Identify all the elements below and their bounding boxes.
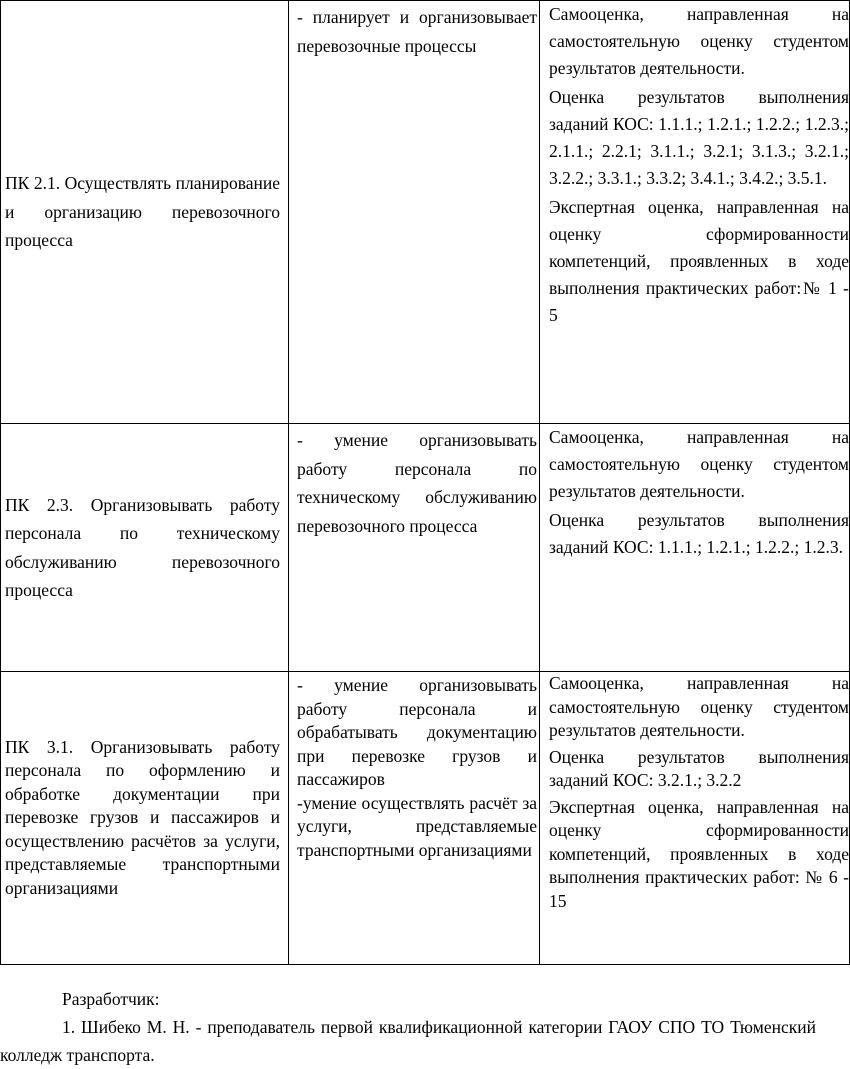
assessment-cell: [540, 1, 850, 424]
assessment-text: Экспертная оценка, направленная на оценку сформированности компетенций, проявленных в ходе выполнения практических работ:№ 1 - 5: [549, 197, 849, 325]
developer-label: Разработчик:: [62, 989, 160, 1009]
developer-section: [0, 985, 816, 1069]
competency-cell: [1, 424, 289, 672]
table-row: [1, 424, 850, 672]
assessment-text: Оценка результатов выполнения заданий КОС: 1.1.1.; 1.2.1.; 1.2.2.; 1.2.3.: [549, 510, 849, 557]
competency-cell: [1, 1, 289, 424]
skill-text: - умение организовывать работу персонала по техническому обслуживанию перевозочного процесса: [297, 430, 537, 536]
table-row: [1, 672, 850, 965]
competency-text: ПК 3.1. Организовывать работу персонала по оформлению и обработке документации при перевозке грузов и пассажиров и осуществлению расчётов за услуги, представляемые транспортными организациями: [5, 736, 280, 898]
competency-cell: [1, 672, 289, 965]
competency-text: ПК 2.1. Осуществлять планирование и организацию перевозочного процесса: [5, 173, 280, 251]
competency-text: ПК 2.3. Организовывать работу персонала по техническому обслуживанию перевозочного процесса: [5, 494, 280, 600]
skills-cell: [289, 424, 540, 672]
assessment-cell: [540, 672, 850, 965]
assessment-text: Самооценка, направленная на самостоятельную оценку студентом результатов деятельности.: [549, 4, 849, 78]
assessment-text: Оценка результатов выполнения заданий КОС: 3.2.1.; 3.2.2: [549, 746, 849, 790]
skill-text: -умение осуществлять расчёт за услуги, представляемые транспортными организациями: [297, 792, 537, 860]
skill-text: - планирует и организовывает перевозочные процессы: [297, 7, 537, 56]
skills-cell: [289, 1, 540, 424]
assessment-cell: [540, 424, 850, 672]
table-row: [1, 1, 850, 424]
skill-text: - умение организовывать работу персонала и обрабатывать документацию при перевозке грузов и пассажиров: [297, 675, 537, 789]
assessment-text: Самооценка, направленная на самостоятельную оценку студентом результатов деятельности.: [549, 673, 849, 740]
skills-cell: [289, 672, 540, 965]
assessment-text: Экспертная оценка, направленная на оценку сформированности компетенций, проявленных в ходе выполнения практических работ: № 6 - 15: [549, 796, 849, 911]
assessment-text: Оценка результатов выполнения заданий КОС: 1.1.1.; 1.2.1.; 1.2.2.; 1.2.3.; 2.1.1.; 2.2.1; 3.1.1.; 3.2.1; 3.1.3.; 3.2.1.; 3.2.2.; 3.3.1.; 3.3.2; 3.4.1.; 3.4.2.; 3.5.1.: [549, 87, 849, 188]
developer-line: 1. Шибеко М. Н. - преподаватель первой квалификационной категории ГАОУ СПО ТО Тюменский колледж транспорта.: [0, 1017, 816, 1065]
assessment-text: Самооценка, направленная на самостоятельную оценку студентом результатов деятельности.: [549, 427, 849, 501]
